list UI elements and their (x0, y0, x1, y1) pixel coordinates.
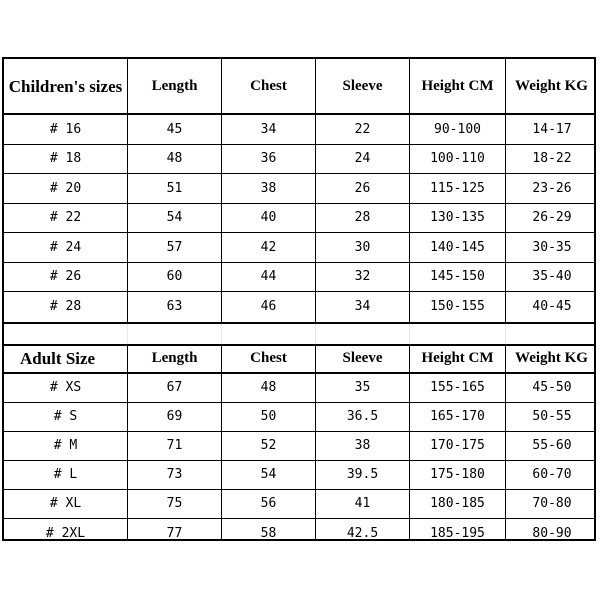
height-cm-header: Height CM (410, 346, 506, 374)
weight-cell: 30-35 (506, 233, 596, 263)
weight-cell: 14-17 (506, 115, 596, 145)
weight-cell: 26-29 (506, 204, 596, 234)
chest-cell: 42 (222, 233, 316, 263)
chest-header: Chest (222, 59, 316, 115)
height-cell: 165-170 (410, 403, 506, 432)
children-sizes-header: Children's sizes (4, 59, 128, 115)
weight-cell: 80-90 (532, 525, 572, 541)
weight-cell: 18-22 (506, 145, 596, 175)
sleeve-cell: 36.5 (316, 403, 410, 432)
height-cell: 150-155 (410, 292, 506, 322)
height-cell: 145-150 (410, 263, 506, 293)
length-cell: 63 (128, 292, 222, 322)
chest-cell: 52 (222, 432, 316, 461)
weight-cell: 45-50 (506, 374, 596, 403)
chest-cell: 34 (222, 115, 316, 145)
size-cell: # 22 (4, 204, 128, 234)
size-cell: # M (4, 432, 128, 461)
sleeve-header: Sleeve (316, 346, 410, 374)
sleeve-cell: 28 (316, 204, 410, 234)
length-cell: 77 (128, 519, 222, 542)
height-cell: 140-145 (410, 233, 506, 263)
adult-size-table (4, 346, 594, 542)
size-cell: # 26 (4, 263, 128, 293)
sleeve-cell: 24 (316, 145, 410, 175)
weight-cell: 23-26 (506, 174, 596, 204)
size-cell: # 28 (4, 292, 128, 322)
length-cell: 48 (128, 145, 222, 175)
length-cell: 54 (128, 204, 222, 234)
size-cell: # 18 (4, 145, 128, 175)
height-cell: 185-195 (410, 519, 506, 542)
chest-cell: 38 (222, 174, 316, 204)
height-cell: 155-165 (410, 374, 506, 403)
chest-cell: 56 (222, 490, 316, 519)
weight-cell: 60-70 (506, 461, 596, 490)
sleeve-cell: 35 (316, 374, 410, 403)
length-header: Length (128, 59, 222, 115)
height-cell: 170-175 (410, 432, 506, 461)
sleeve-cell: 41 (316, 490, 410, 519)
section-divider (4, 322, 594, 346)
height-cell: 115-125 (410, 174, 506, 204)
chest-cell: 58 (222, 519, 316, 542)
weight-cell: 70-80 (506, 490, 596, 519)
weight-kg-header: Weight KG (506, 346, 596, 374)
chest-cell: 44 (222, 263, 316, 293)
chest-cell: 50 (222, 403, 316, 432)
height-cell: 180-185 (410, 490, 506, 519)
height-cm-header: Height CM (410, 59, 506, 115)
sleeve-cell: 30 (316, 233, 410, 263)
length-cell: 69 (128, 403, 222, 432)
adult-size-header: Adult Size (4, 346, 128, 374)
size-cell: # XL (4, 490, 128, 519)
sleeve-cell: 38 (316, 432, 410, 461)
length-cell: 60 (128, 263, 222, 293)
sleeve-cell: 32 (316, 263, 410, 293)
size-cell: # L (4, 461, 128, 490)
height-cell: 130-135 (410, 204, 506, 234)
length-cell: 51 (128, 174, 222, 204)
length-cell: 57 (128, 233, 222, 263)
weight-kg-header: Weight KG (506, 59, 596, 115)
length-header: Length (128, 346, 222, 374)
size-cell: # S (4, 403, 128, 432)
chest-cell: 40 (222, 204, 316, 234)
chest-header: Chest (222, 346, 316, 374)
chest-cell: 46 (222, 292, 316, 322)
children-size-table (4, 59, 594, 322)
sleeve-cell: 42.5 (316, 519, 410, 542)
height-cell: 175-180 (410, 461, 506, 490)
sleeve-cell: 34 (316, 292, 410, 322)
size-cell: # 24 (4, 233, 128, 263)
chest-cell: 54 (222, 461, 316, 490)
weight-cell: 35-40 (506, 263, 596, 293)
sleeve-cell: 26 (316, 174, 410, 204)
length-cell: 45 (128, 115, 222, 145)
length-cell: 73 (128, 461, 222, 490)
height-cell: 100-110 (410, 145, 506, 175)
weight-cell: 55-60 (506, 432, 596, 461)
length-cell: 71 (128, 432, 222, 461)
length-cell: 75 (128, 490, 222, 519)
size-cell: # 2XL (4, 519, 128, 542)
height-cell: 90-100 (410, 115, 506, 145)
size-cell: # 20 (4, 174, 128, 204)
chest-cell: 48 (222, 374, 316, 403)
size-cell: # 16 (4, 115, 128, 145)
size-cell: # XS (4, 374, 128, 403)
size-chart (2, 57, 596, 541)
sleeve-header: Sleeve (316, 59, 410, 115)
length-cell: 67 (128, 374, 222, 403)
sleeve-cell: 39.5 (316, 461, 410, 490)
weight-cell: 50-55 (506, 403, 596, 432)
sleeve-cell: 22 (316, 115, 410, 145)
weight-cell: 40-45 (532, 299, 572, 315)
chest-cell: 36 (222, 145, 316, 175)
